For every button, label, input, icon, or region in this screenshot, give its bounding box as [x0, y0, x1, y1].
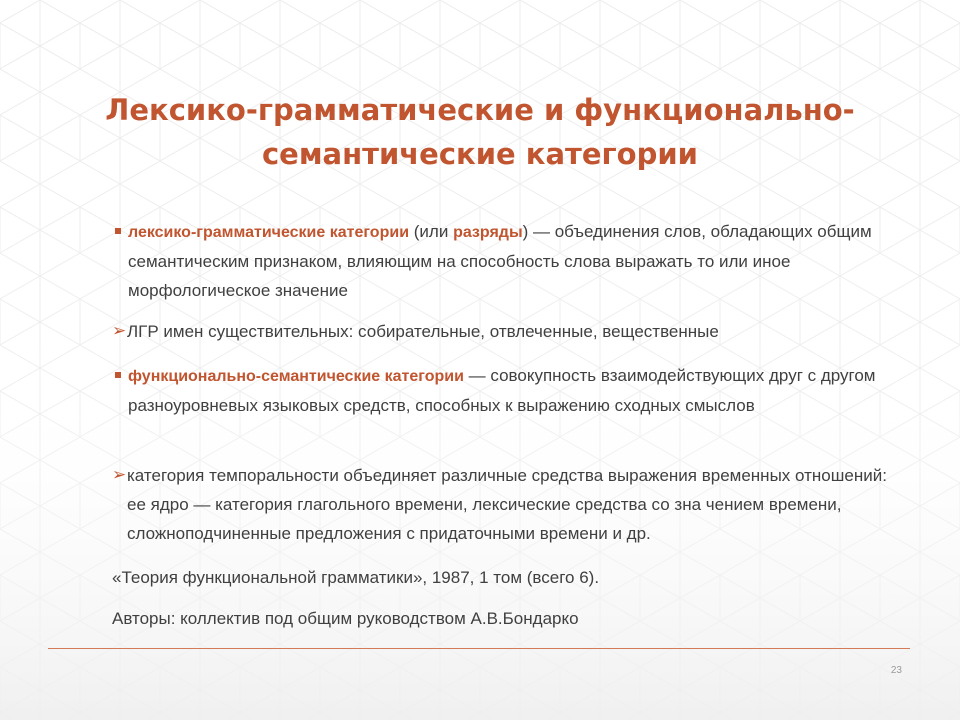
term-razryady: разряды	[453, 224, 523, 241]
item-text: — совокупность взаимодействующих друг с другом разноуровневых языковых средств, способных к выражению сходных смыслов	[128, 366, 876, 415]
arrow-bullet-icon: ➢	[112, 321, 127, 341]
list-item-lgr: ЛГР имен существительных: собирательные, отвлеченные, вещественные	[127, 322, 719, 341]
list-item-temporality: категория темпоральности объединяет различные средства выражения временных отношений: ее ядро — категория глагольного времени, лексические средства со зна чением времени, сложноподчиненные предложения с придаточными времени и др.	[127, 466, 887, 543]
page-number: 23	[890, 665, 902, 676]
authors-line: Авторы: коллектив под общим руководством А.В.Бондарко	[112, 609, 579, 628]
item-text: ) — объединения слов, обладающих общим семантическим признаком, влияющим на способность слова выражать то или иное морфологическое значение	[128, 222, 872, 300]
title-line-1: Лексико-грамматические и функционально-	[105, 93, 855, 127]
item-text: (или	[409, 222, 454, 241]
square-bullet-icon	[115, 372, 121, 378]
term-lexico-grammatical: лексико-грамматические категории	[128, 224, 410, 241]
list-item-lexico-grammatical	[128, 217, 888, 305]
slide-title	[60, 88, 900, 176]
title-line-2: семантические категории	[261, 137, 699, 171]
square-bullet-icon	[115, 228, 121, 234]
source-line: «Теория функциональной грамматики», 1987, 1 том (всего 6).	[112, 568, 600, 587]
arrow-bullet-icon: ➢	[112, 465, 127, 485]
list-item-functional-semantic	[128, 361, 888, 420]
footer-divider	[48, 648, 910, 649]
term-functional-semantic: функционально-семантические категории	[128, 368, 464, 385]
